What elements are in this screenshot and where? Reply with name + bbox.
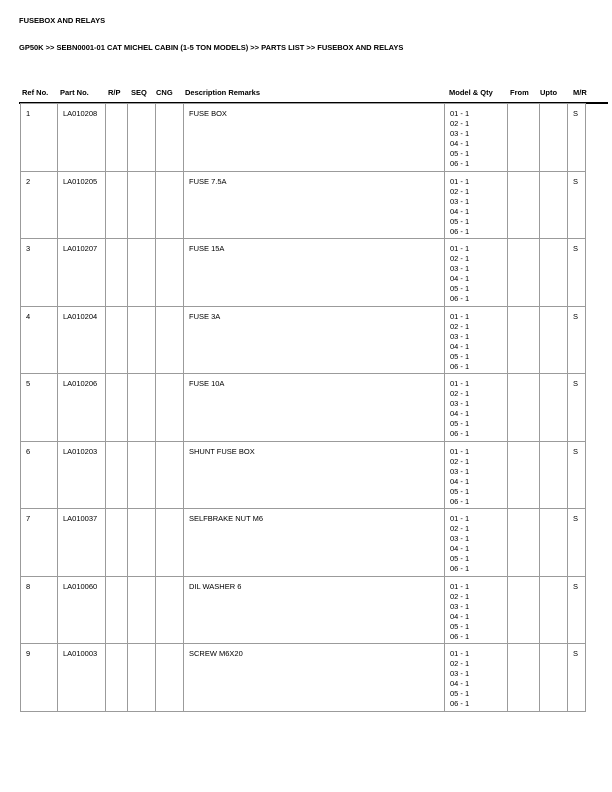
cell-seq — [128, 576, 156, 644]
cell-upto — [540, 239, 568, 307]
model-qty-line: 01 - 1 — [450, 446, 470, 456]
cell-desc: FUSE 7.5A — [184, 171, 445, 239]
table-row — [21, 441, 586, 509]
column-header-upto: Upto — [540, 88, 558, 97]
model-qty-line: 02 - 1 — [450, 389, 470, 398]
table-row — [21, 644, 586, 712]
model-qty-line: 03 - 1 — [450, 331, 470, 341]
cell-model_qty — [445, 441, 508, 509]
cell-seq — [128, 171, 156, 239]
cell-part: LA010206 — [58, 374, 106, 442]
cell-upto — [540, 644, 568, 712]
cell-model_qty — [445, 509, 508, 577]
cell-seq — [128, 374, 156, 442]
cell-desc: FUSE BOX — [184, 104, 445, 172]
cell-rp — [106, 239, 128, 307]
cell-ref: 7 — [21, 509, 58, 577]
cell-upto — [540, 171, 568, 239]
cell-ref: 2 — [21, 171, 58, 239]
model-qty-line: 03 - 1 — [450, 466, 470, 476]
column-header-ref: Ref No. — [22, 88, 49, 97]
table-row — [21, 374, 586, 442]
column-header-seq: SEQ — [131, 88, 147, 97]
table-row — [21, 306, 586, 374]
cell-cng — [156, 644, 184, 712]
table-row — [21, 104, 586, 172]
cell-mr: S — [568, 441, 586, 509]
model-qty-line: 06 - 1 — [450, 159, 470, 168]
cell-from — [508, 171, 540, 239]
cell-cng — [156, 239, 184, 307]
table-row — [21, 509, 586, 577]
cell-cng — [156, 509, 184, 577]
model-qty-line: 03 - 1 — [450, 601, 470, 611]
cell-seq — [128, 441, 156, 509]
model-qty-line: 03 - 1 — [450, 399, 470, 408]
model-qty-line: 05 - 1 — [450, 216, 470, 226]
cell-mr: S — [568, 239, 586, 307]
cell-part: LA010205 — [58, 171, 106, 239]
cell-ref: 9 — [21, 644, 58, 712]
model-qty-line: 02 - 1 — [450, 119, 470, 128]
model-qty-line: 04 - 1 — [450, 139, 470, 148]
model-qty-line: 03 - 1 — [450, 196, 470, 206]
cell-cng — [156, 171, 184, 239]
cell-seq — [128, 644, 156, 712]
cell-rp — [106, 644, 128, 712]
cell-from — [508, 509, 540, 577]
cell-from — [508, 441, 540, 509]
cell-desc: SELFBRAKE NUT M6 — [184, 509, 445, 577]
cell-cng — [156, 576, 184, 644]
column-header-model_qty: Model & Qty — [449, 88, 493, 97]
cell-desc: FUSE 3A — [184, 306, 445, 374]
cell-cng — [156, 306, 184, 374]
model-qty-line: 03 - 1 — [450, 264, 470, 273]
model-qty-line: 03 - 1 — [450, 669, 470, 678]
cell-mr: S — [568, 306, 586, 374]
cell-upto — [540, 509, 568, 577]
model-qty-line: 04 - 1 — [450, 544, 470, 553]
cell-mr: S — [568, 171, 586, 239]
model-qty-line: 05 - 1 — [450, 689, 470, 698]
model-qty-line: 01 - 1 — [450, 244, 470, 253]
cell-model_qty — [445, 644, 508, 712]
model-qty-line: 02 - 1 — [450, 186, 470, 196]
cell-upto — [540, 441, 568, 509]
model-qty-line: 05 - 1 — [450, 351, 470, 361]
cell-desc: FUSE 15A — [184, 239, 445, 307]
cell-model_qty — [445, 576, 508, 644]
cell-seq — [128, 239, 156, 307]
cell-ref: 8 — [21, 576, 58, 644]
cell-model_qty — [445, 374, 508, 442]
table-row — [21, 171, 586, 239]
cell-part: LA010208 — [58, 104, 106, 172]
model-qty-line: 06 - 1 — [450, 226, 470, 236]
model-qty-line: 03 - 1 — [450, 129, 470, 138]
model-qty-line: 04 - 1 — [450, 409, 470, 418]
cell-upto — [540, 576, 568, 644]
model-qty-line: 01 - 1 — [450, 581, 470, 591]
cell-model_qty — [445, 306, 508, 374]
column-header-rp: R/P — [108, 88, 121, 97]
cell-part: LA010060 — [58, 576, 106, 644]
cell-mr: S — [568, 576, 586, 644]
model-qty-line: 03 - 1 — [450, 534, 470, 543]
model-qty-line: 02 - 1 — [450, 254, 470, 263]
cell-from — [508, 104, 540, 172]
cell-part: LA010207 — [58, 239, 106, 307]
cell-model_qty — [445, 171, 508, 239]
cell-ref: 6 — [21, 441, 58, 509]
model-qty-line: 05 - 1 — [450, 149, 470, 158]
model-qty-line: 04 - 1 — [450, 274, 470, 283]
model-qty-line: 04 - 1 — [450, 611, 470, 621]
cell-seq — [128, 509, 156, 577]
cell-part: LA010203 — [58, 441, 106, 509]
cell-upto — [540, 306, 568, 374]
model-qty-line: 04 - 1 — [450, 679, 470, 688]
cell-seq — [128, 306, 156, 374]
model-qty-line: 01 - 1 — [450, 649, 470, 658]
cell-ref: 1 — [21, 104, 58, 172]
model-qty-line: 01 - 1 — [450, 109, 470, 118]
cell-ref: 4 — [21, 306, 58, 374]
model-qty-line: 06 - 1 — [450, 429, 470, 438]
column-header-from: From — [510, 88, 529, 97]
cell-rp — [106, 306, 128, 374]
cell-rp — [106, 104, 128, 172]
parts-table — [20, 103, 586, 712]
cell-rp — [106, 509, 128, 577]
model-qty-line: 01 - 1 — [450, 514, 470, 523]
cell-rp — [106, 576, 128, 644]
column-header-part: Part No. — [60, 88, 89, 97]
model-qty-line: 02 - 1 — [450, 591, 470, 601]
cell-cng — [156, 374, 184, 442]
cell-from — [508, 644, 540, 712]
cell-cng — [156, 441, 184, 509]
cell-ref: 3 — [21, 239, 58, 307]
model-qty-line: 02 - 1 — [450, 321, 470, 331]
cell-rp — [106, 171, 128, 239]
cell-desc: FUSE 10A — [184, 374, 445, 442]
model-qty-line: 04 - 1 — [450, 476, 470, 486]
cell-mr: S — [568, 374, 586, 442]
cell-from — [508, 576, 540, 644]
column-header-mr: M/R — [573, 88, 587, 97]
cell-part: LA010037 — [58, 509, 106, 577]
cell-part: LA010204 — [58, 306, 106, 374]
model-qty-line: 04 - 1 — [450, 341, 470, 351]
model-qty-line: 05 - 1 — [450, 621, 470, 631]
table-row — [21, 239, 586, 307]
cell-desc: SHUNT FUSE BOX — [184, 441, 445, 509]
model-qty-line: 04 - 1 — [450, 206, 470, 216]
cell-rp — [106, 441, 128, 509]
cell-mr: S — [568, 104, 586, 172]
column-header-cng: CNG — [156, 88, 173, 97]
cell-from — [508, 306, 540, 374]
model-qty-line: 02 - 1 — [450, 659, 470, 668]
cell-part: LA010003 — [58, 644, 106, 712]
model-qty-line: 06 - 1 — [450, 294, 470, 303]
cell-model_qty — [445, 104, 508, 172]
cell-mr: S — [568, 509, 586, 577]
model-qty-line: 06 - 1 — [450, 631, 470, 641]
model-qty-line: 06 - 1 — [450, 564, 470, 573]
table-header-row — [0, 88, 612, 99]
breadcrumb: GP50K >> SEBN0001-01 CAT MICHEL CABIN (1-5 TON MODELS) >> PARTS LIST >> FUSEBOX AND RELAYS — [19, 43, 404, 52]
model-qty-line: 06 - 1 — [450, 361, 470, 371]
model-qty-line: 02 - 1 — [450, 456, 470, 466]
cell-model_qty — [445, 239, 508, 307]
model-qty-line: 05 - 1 — [450, 554, 470, 563]
model-qty-line: 02 - 1 — [450, 524, 470, 533]
model-qty-line: 05 - 1 — [450, 419, 470, 428]
cell-mr: S — [568, 644, 586, 712]
cell-seq — [128, 104, 156, 172]
cell-rp — [106, 374, 128, 442]
cell-from — [508, 239, 540, 307]
cell-cng — [156, 104, 184, 172]
table-row — [21, 576, 586, 644]
model-qty-line: 06 - 1 — [450, 496, 470, 506]
cell-upto — [540, 104, 568, 172]
parts-table-body — [21, 104, 586, 712]
cell-desc: DIL WASHER 6 — [184, 576, 445, 644]
model-qty-line: 05 - 1 — [450, 284, 470, 293]
cell-ref: 5 — [21, 374, 58, 442]
column-header-desc: Description Remarks — [185, 88, 261, 97]
model-qty-line: 05 - 1 — [450, 486, 470, 496]
model-qty-line: 01 - 1 — [450, 311, 470, 321]
model-qty-line: 01 - 1 — [450, 176, 470, 186]
model-qty-line: 01 - 1 — [450, 379, 470, 388]
page-title: FUSEBOX AND RELAYS — [19, 16, 106, 25]
cell-desc: SCREW M6X20 — [184, 644, 445, 712]
cell-from — [508, 374, 540, 442]
model-qty-line: 06 - 1 — [450, 699, 470, 708]
cell-upto — [540, 374, 568, 442]
